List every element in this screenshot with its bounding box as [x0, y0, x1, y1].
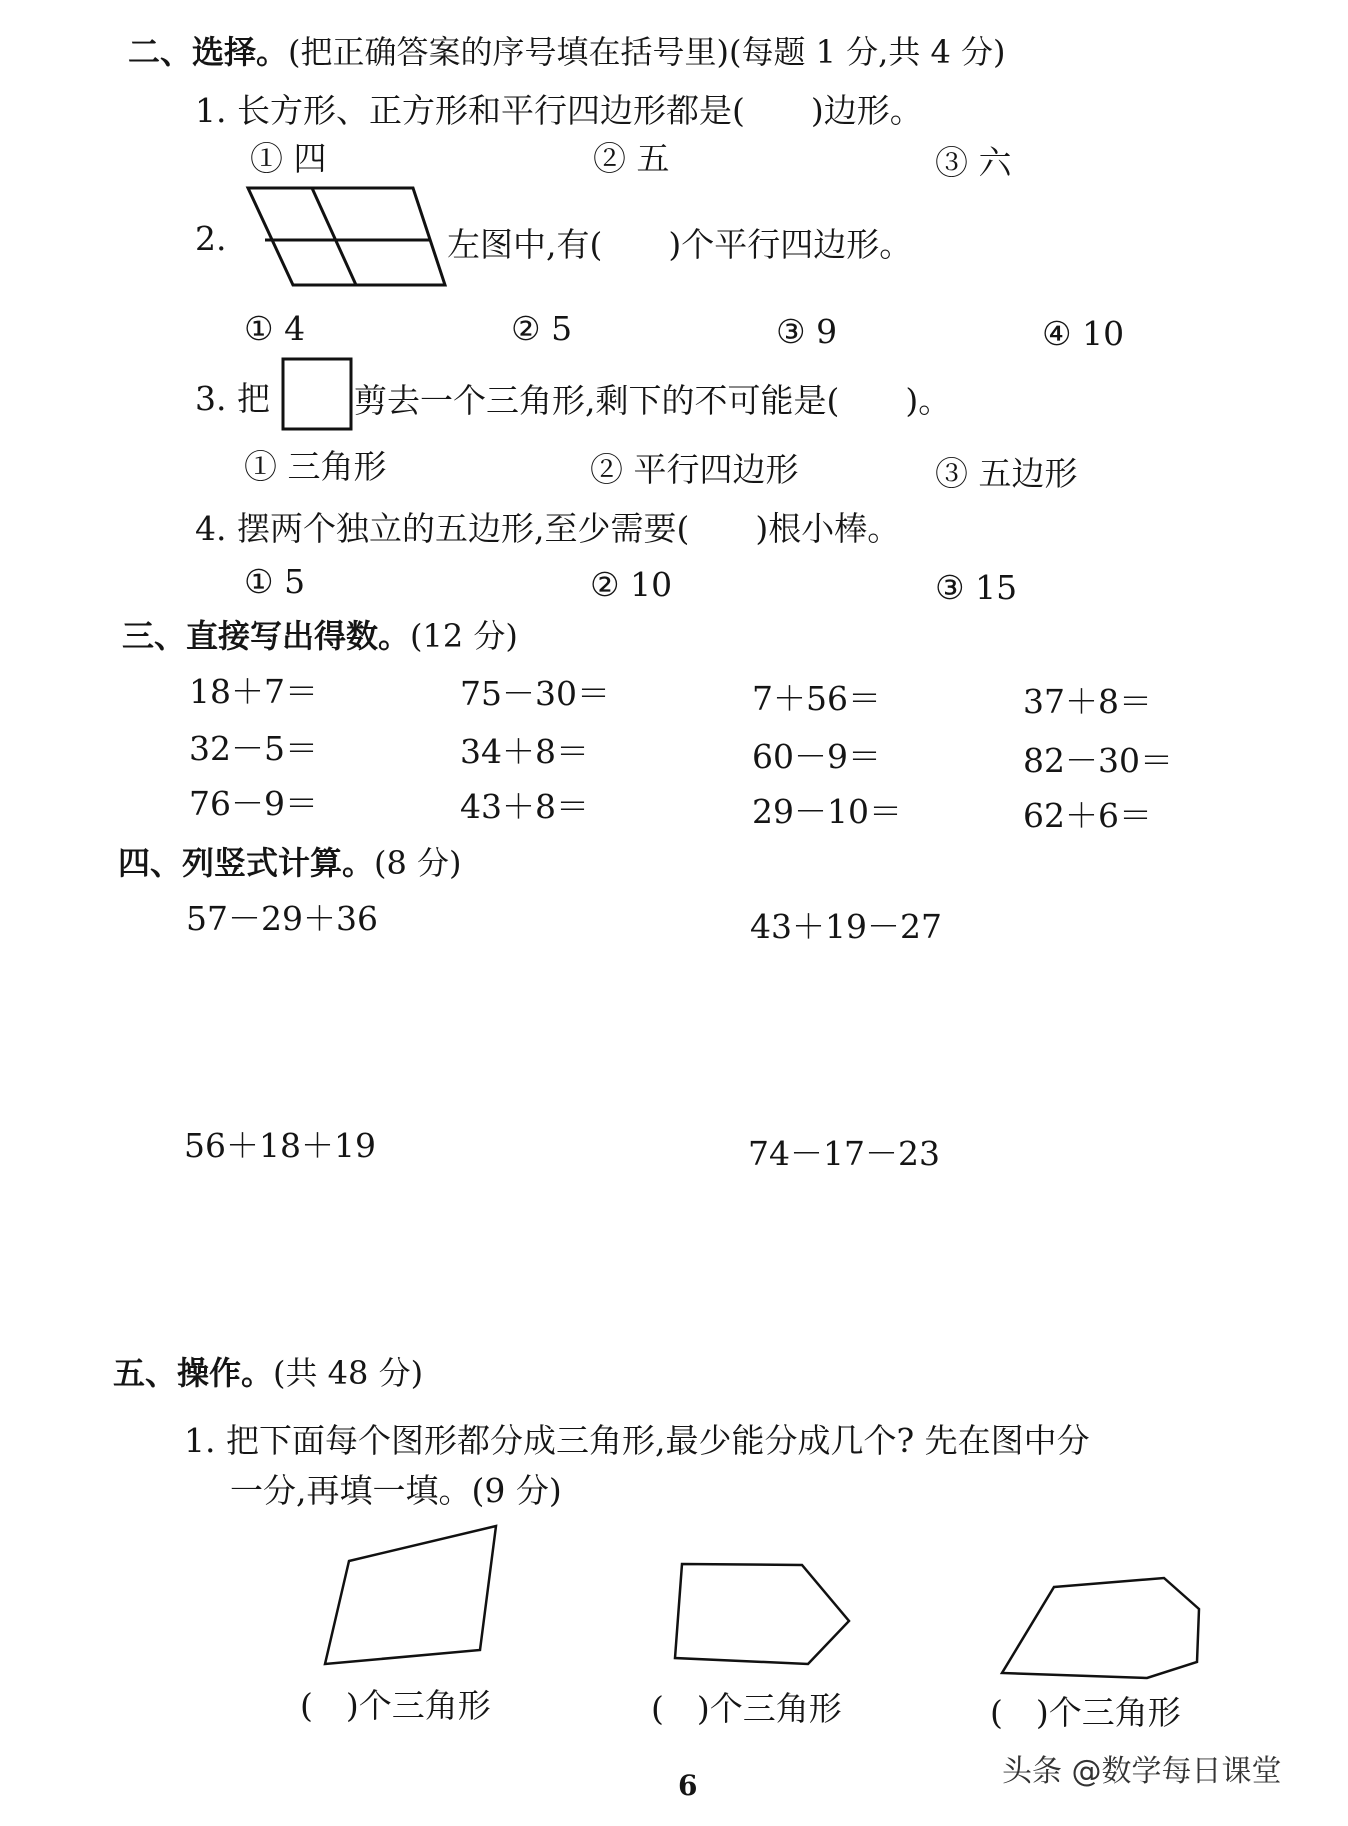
triangle-count-label: ( )个三角形 — [300, 1686, 491, 1725]
watermark: 头条 @数学每日课堂 — [1002, 1754, 1282, 1789]
section3-subtitle: (12 分) — [410, 617, 518, 655]
oral-calc-item: 34＋8＝ — [460, 732, 589, 771]
section3-heading — [122, 617, 518, 655]
section4-title: 四、列竖式计算。 — [118, 844, 375, 882]
oral-calc-item: 75－30＝ — [460, 674, 610, 713]
oral-calc-item: 76－9＝ — [189, 784, 318, 823]
section4-subtitle: (8 分) — [374, 844, 462, 882]
q1-option: ② 五 — [593, 139, 670, 178]
q1-option: ① 四 — [250, 139, 327, 178]
oral-calc-item: 29－10＝ — [752, 792, 902, 831]
q5-1-text-line2: 一分,再填一填。(9 分) — [230, 1471, 562, 1510]
section5-subtitle: (共 48 分) — [273, 1354, 424, 1392]
vertical-calc-item: 43＋19－27 — [750, 907, 942, 946]
oral-calc-item: 82－30＝ — [1023, 741, 1173, 780]
q2-text: 左图中,有( )个平行四边形。 — [447, 225, 913, 264]
page-number: 6 — [678, 1769, 698, 1802]
parallelogram-grid-figure — [248, 188, 445, 285]
q4-option: ② 10 — [590, 565, 673, 604]
q1-option: ③ 六 — [935, 143, 1012, 182]
q3-option: ① 三角形 — [244, 447, 387, 486]
section2-subtitle: (把正确答案的序号填在括号里)(每题 1 分,共 4 分) — [288, 33, 1006, 71]
vertical-calc-item: 57－29＋36 — [186, 899, 378, 938]
q3-option: ② 平行四边形 — [590, 450, 799, 489]
section5-title: 五、操作。 — [113, 1354, 274, 1392]
q4-text: 4. 摆两个独立的五边形,至少需要( )根小棒。 — [195, 509, 901, 548]
rectangle-figure — [283, 359, 351, 429]
q3-option: ③ 五边形 — [935, 454, 1078, 493]
q2-option: ② 5 — [511, 309, 573, 348]
q2-option: ① 4 — [244, 309, 306, 348]
oral-calc-item: 37＋8＝ — [1023, 682, 1152, 721]
q5-1-text-line1: 1. 把下面每个图形都分成三角形,最少能分成几个? 先在图中分 — [184, 1421, 1090, 1460]
q4-option: ① 5 — [244, 562, 306, 601]
vertical-calc-item: 74－17－23 — [748, 1134, 940, 1173]
section2-title: 二、选择。 — [128, 33, 289, 71]
oral-calc-item: 18＋7＝ — [189, 672, 318, 711]
oral-calc-item: 60－9＝ — [752, 737, 881, 776]
section4-heading — [118, 844, 462, 882]
q3-number: 3. 把 — [195, 379, 270, 418]
pentagon-shape — [675, 1564, 849, 1664]
q2-option: ③ 9 — [776, 312, 838, 351]
q2-option: ④ 10 — [1042, 314, 1125, 353]
oral-calc-item: 32－5＝ — [189, 729, 318, 768]
triangle-count-label: ( )个三角形 — [990, 1693, 1181, 1732]
hexagon-shape — [1002, 1578, 1199, 1678]
q1-text: 1. 长方形、正方形和平行四边形都是( )边形。 — [195, 91, 923, 130]
q4-option: ③ 15 — [935, 568, 1018, 607]
oral-calc-item: 7＋56＝ — [752, 679, 881, 718]
oral-calc-item: 43＋8＝ — [460, 787, 589, 826]
section2-heading — [128, 33, 1006, 71]
oral-calc-item: 62＋6＝ — [1023, 796, 1152, 835]
q3-text: 剪去一个三角形,剩下的不可能是( )。 — [354, 381, 952, 420]
q2-number: 2. — [195, 219, 227, 258]
triangle-count-label: ( )个三角形 — [651, 1689, 842, 1728]
vertical-calc-item: 56＋18＋19 — [184, 1126, 376, 1165]
section5-heading — [113, 1354, 424, 1392]
section3-title: 三、直接写出得数。 — [122, 617, 411, 655]
quadrilateral-shape — [325, 1526, 496, 1664]
